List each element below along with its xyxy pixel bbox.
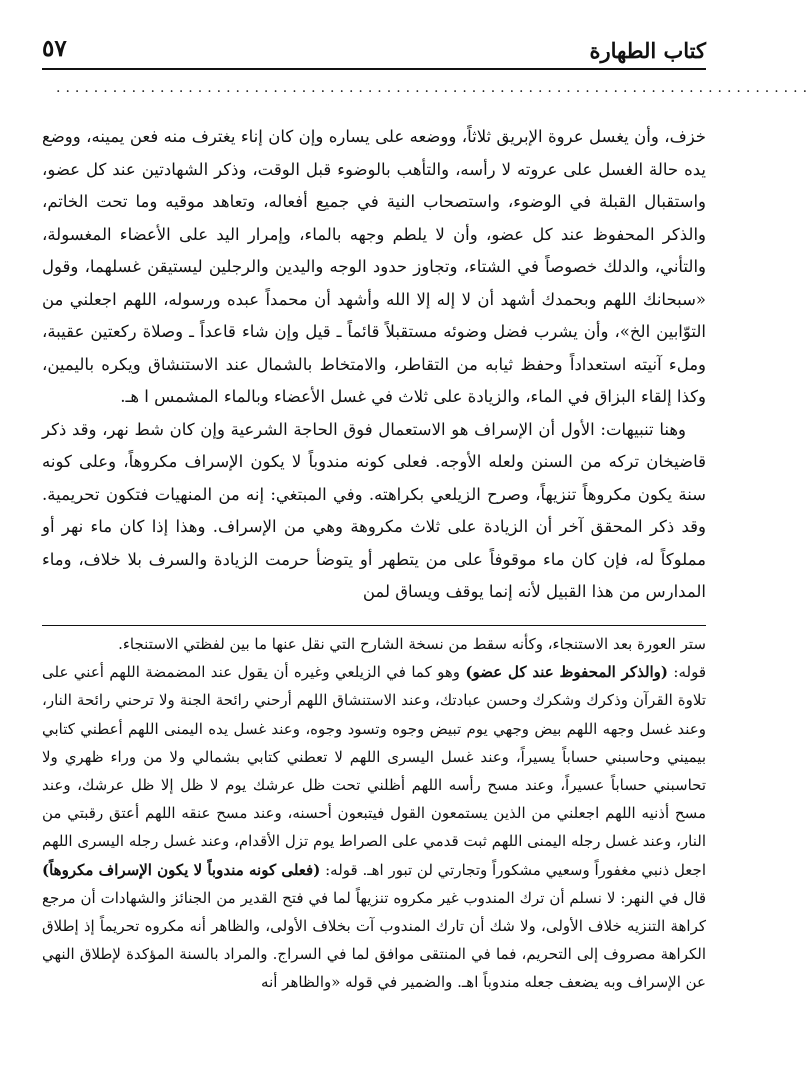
footnote-2 <box>42 658 706 996</box>
page-number: ٥٧ <box>42 35 67 62</box>
main-paragraph-2: وهنا تنبيهات: الأول أن الإسراف هو الاستعمال فوق الحاجة الشرعية وإن كان شط نهر، وقد ذكر قاضيخان تركه من السنن ولعله الأوجه. فعلى كونه مندوباً لا يكون الإسراف مكروهاً، وعلى كونه سنة يكون مكروهاً تنزيهاً، وصرح الزيلعي بكراهته. وفي المبتغي: إنه من المنهيات فتكون تحريمية. وقد ذكر المحقق آخر أن الزيادة على ثلاث مكروهة وهي من الإسراف. وهذا إذا كان ماء نهر أو مملوكاً له، فإن كان ماء موقوفاً على من يتطهر أو يتوضأ حرمت الزيادة والسرف بلا خلاف، وماء المدارس من هذا القبيل لأنه إنما يوقف ويساق لمن <box>42 419 706 601</box>
main-text <box>42 121 706 618</box>
footnote-quote-1: (والذكر المحفوظ عند كل عضو) <box>465 663 669 682</box>
footnote-text-1: وهو كما في الزيلعي وغيره أن يقول عند المضمضة اللهم أعني على تلاوة القرآن وذكرك وشكرك وحسن عبادتك، وعند الاستنشاق اللهم أرحني رائحة الجنة ولا ترحني رائحة النار، وعند غسل وجهه اللهم بيض وجهي يوم تبيض وجوه وتسود وجوه، وعند غسل يده اليمنى اللهم أعطني كتابي بيميني وحاسبني حساباً يسيراً، وعند غسل اليسرى اللهم لا تعطني كتابي بشمالي ولا من وراء ظهري ولا تحاسبني حساباً عسيراً، وعند مسح رأسه اللهم أظلني تحت ظل عرشك يوم لا ظل إلا ظل عرشك، وعند مسح أذنيه اللهم اجعلني من الذين يستمعون القول فيتبعون أحسنه، وعند مسح عنقه اللهم أعتق رقبتي من النار، وعند غسل رجله اليمنى اللهم ثبت قدمي على الصراط يوم تزل الأقدام، وعند غسل رجله اليسرى اللهم اجعل ذنبي مغفوراً وسعيي مشكوراً وتجارتي لن تبور اهـ. قوله: <box>42 663 706 879</box>
footnotes <box>42 630 706 1082</box>
footnote-lead: قوله: <box>668 663 706 682</box>
footnote-separator <box>42 625 706 626</box>
main-paragraph-1: خزف، وأن يغسل عروة الإبريق ثلاثاً، ووضعه على يساره وإن كان إناء يغترف منه فعن يمينه، ووضع يده حالة الغسل على عروته لا رأسه، والتأهب بالوضوء قبل الوقت، وذكر الشهادتين عند كل عضو، واستقبال القبلة في الوضوء، واستصحاب النية في جميع أفعاله، وتعاهد موقيه وما تحت الخاتم، والذكر المحفوظ عند كل عضو، وأن لا يلطم وجهه بالماء، وإمرار اليد على الأعضاء المغسولة، والتأني، والدلك خصوصاً في الشتاء، وتجاوز حدود الوجه واليدين والرجلين ليستيقن غسلهما، وقول «سبحانك اللهم وبحمدك أشهد أن لا إله إلا الله وأشهد أن محمداً عبده ورسوله، اللهم اجعلني من التوّابين الخ»، وأن يشرب فضل وضوئه مستقبلاً قائماً ـ قيل وإن شاء قاعداً ـ وصلاة ركعتين عقيبة، وملء آنيته استعداداً وحفظ ثيابه من التقاطر، والامتخاط بالشمال عند الاستنشاق ويكره باليمين، وكذا إلقاء البزاق في الماء، والزيادة على ثلاث في غسل الأعضاء وبالماء المشمس ا هـ. <box>42 127 706 406</box>
footnote-quote-2: (فعلى كونه مندوباً لا يكون الإسراف مكروهاً) <box>42 860 321 879</box>
page-header <box>42 36 706 66</box>
dotted-line: ................................................................................ <box>56 80 812 96</box>
footnote-text-2: قال في النهر: لا نسلم أن ترك المندوب غير مكروه تنزيهاً لما في فتح القدير من الجنائز والشهادات أن مرجع كراهة التنزيه خلاف الأولى، ولا شك أن تارك المندوب آت بخلاف الأولى، والظاهر أنه مكروه تحريماً إذ إطلاق الكراهة مصروف إلى التحريم، فما في المنتقى موافق لما في السراج. والمراد بالسنة المؤكدة لإطلاق النهي عن الإسراف وبه يضعف جعله مندوباً اهـ. والضمير في قوله «والظاهر أنه <box>42 888 706 992</box>
header-rule <box>42 68 706 70</box>
running-title: كتاب الطهارة <box>589 38 706 63</box>
footnote-1: ستر العورة بعد الاستنجاء، وكأنه سقط من نسخة الشارح التي نقل عنها ما بين لفظتي الاستنجاء. <box>118 635 706 653</box>
